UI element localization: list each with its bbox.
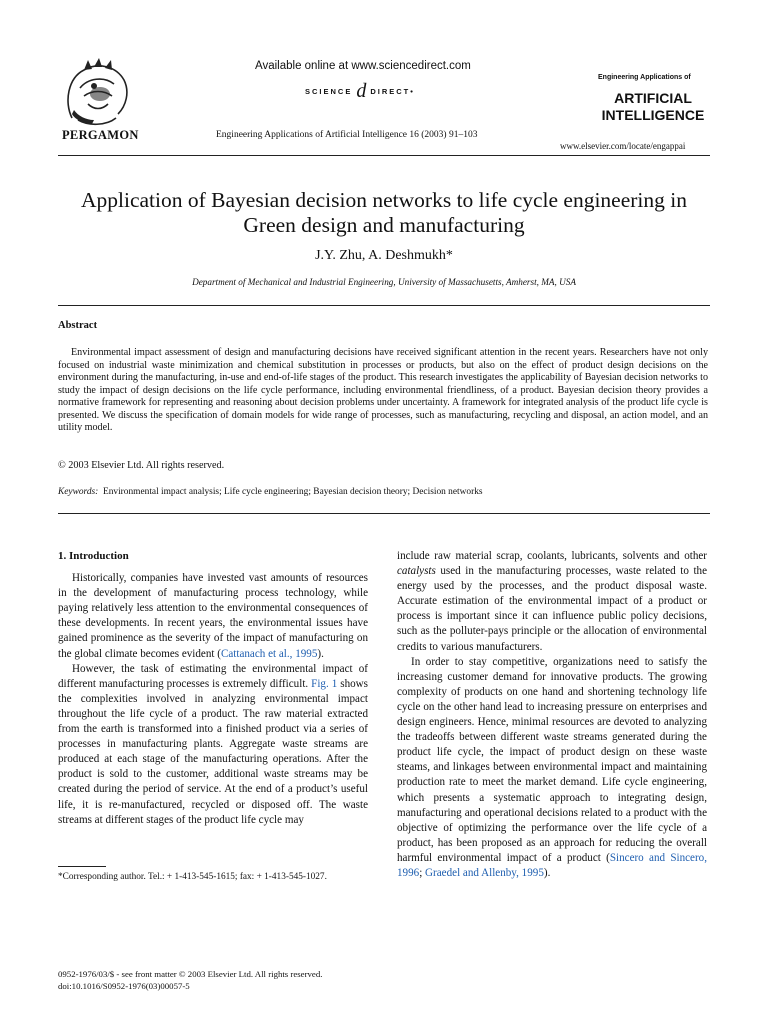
doi[interactable]: doi:10.1016/S0952-1976(03)00057-5 — [58, 981, 190, 991]
footnote-rule — [58, 866, 106, 867]
section-heading: 1. Introduction — [58, 550, 129, 562]
journal-reference: Engineering Applications of Artificial Intelligence 16 (2003) 91–103 — [216, 130, 478, 140]
intro-p1-text: Historically, companies have invested vast amounts of resources in the development of manufacturing process technology, while paying relatively less attention to the environmental consequences of these developments. In recent years, the environmental issues have gained prominence as the severity of the impact of manufacturing on the global climate becomes evident ( — [58, 572, 368, 660]
abstract-body — [58, 347, 708, 435]
intro-p2-text: However, the task of estimating the environmental impact of different manufacturing processes is extremely difficult. — [58, 662, 368, 690]
col2-p1-rest: used in the manufacturing processes, waste related to the energy used by the processes, and the product disposal waste. Accurate estimation of the environmental impact of a product or process is important since it can influence public policy decisions, such as the polluter-pays principle or the allocation of environmental credits to various manufacturers. — [397, 565, 707, 653]
article-title — [40, 188, 728, 238]
right-column — [397, 549, 707, 881]
intro-p1-end: ). — [317, 647, 324, 660]
title-line-2: Green design and manufacturing — [243, 213, 525, 237]
front-matter — [58, 968, 398, 992]
abstract-paragraph: Environmental impact assessment of design and manufacturing decisions have received significant attention in the recent years. Researchers have not only focused on industrial waste minimization and chemical substitution in processes or products, but also on the effect of product design decisions on the environment during the manufacturing, in-use and end-of-life stages of the product. This research investigates the applicability of Bayesian decision networks to study the impact of design decisions on the life cycle performance, including environmental friendliness, of a product. Bayesian decision theory provides a normative framework for representing and reasoning about decision problems under uncertainty. A framework for integrated analysis of the product life cycle is presented. We discuss the specification of domain models for wide range of processes, such as manufacturing, recycling and disposal, an action model, and an utility model. — [58, 347, 708, 433]
sciencedirect-logo — [305, 80, 415, 103]
sciencedirect-right: DIRECT• — [370, 87, 415, 96]
col2-paragraph-2 — [397, 655, 707, 881]
col2-paragraph-1 — [397, 549, 707, 655]
citation-sincero[interactable]: Sincero and Sincero, 1996 — [397, 851, 707, 879]
left-column — [58, 549, 368, 828]
col2-p1-emphasis: catalysts — [397, 565, 436, 578]
keywords — [58, 487, 483, 497]
citation-graedel[interactable]: Graedel and Allenby, 1995 — [425, 866, 544, 879]
footnote: *Corresponding author. Tel.: + 1-413-545-1615; fax: + 1-413-545-1027. — [58, 872, 327, 882]
intro-paragraph-1 — [58, 571, 368, 662]
col2-p2-text: In order to stay competitive, organizations need to satisfy the increasing customer demand for innovative products. The growing complexity of products on one hand and shortening technology life cycle on the other hand lead to increasing pressure on enterprises and design engineers. Hence, minimal resources are devoted to analyzing the tradeoffs between different waste streams generated during the product life cycle, the impact of product design on these waste steams, and linkages between environmental impact and maintaining production rate to meet the market demand. Life cycle engineering, which presents a systematic approach to integrating design, manufacturing and operational decisions related to a product with the objective of optimizing the performance over the life cycle of a product, has been proposed as an approach for reducing the overall harmful environmental impact of a product ( — [397, 655, 707, 864]
available-online-text: Available online at www.sciencedirect.com — [255, 60, 471, 72]
journal-url[interactable]: www.elsevier.com/locate/engappai — [560, 141, 686, 151]
abstract-copyright: © 2003 Elsevier Ltd. All rights reserved. — [58, 460, 225, 471]
col2-p1-text: include raw material scrap, coolants, lubricants, solvents and other — [397, 550, 707, 562]
abstract-heading: Abstract — [58, 320, 98, 331]
journal-title-small: Engineering Applications of — [598, 74, 691, 81]
pergamon-logo — [58, 58, 136, 130]
abstract-divider-top — [58, 305, 710, 306]
intro-p2-rest: shows the complexities involved in analyzing environmental impact throughout the life cycle of a product. The raw material extracted from the earth is transformed into a finished product via a series of processes in manufacturing plants. Aggregate waste streams are produced at each stage of the manufacturing operations. After the product is sold to the customer, additional waste streams may be created during the period of service. At the end of a product’s useful life, it is re-manufactured, recycled or disposed off. The waste streams at different stages of the product life cycle may — [58, 677, 368, 826]
publisher-name: PERGAMON — [62, 128, 139, 142]
front-matter-line: 0952-1976/03/$ - see front matter © 2003 Elsevier Ltd. All rights reserved. — [58, 969, 323, 979]
journal-title-line2: INTELLIGENCE — [601, 107, 705, 123]
abstract-divider-bottom — [58, 513, 710, 514]
affiliation: Department of Mechanical and Industrial Engineering, University of Massachusetts, Amherst, MA, USA — [192, 277, 576, 287]
intro-paragraph-2 — [58, 662, 368, 828]
title-line-1: Application of Bayesian decision networks to life cycle engineering in — [81, 188, 687, 212]
keywords-list: Environmental impact analysis; Life cycle engineering; Bayesian decision theory; Decision networks — [102, 487, 483, 497]
sciencedirect-at-icon: d — [356, 80, 367, 102]
col2-p2-end: ). — [543, 866, 551, 879]
journal-title — [598, 90, 708, 124]
authors: J.Y. Zhu, A. Deshmukh* — [315, 248, 453, 263]
figure-1-link[interactable]: Fig. 1 — [311, 677, 338, 690]
citation-separator: ; — [419, 866, 426, 879]
journal-title-line1: ARTIFICIAL — [614, 90, 692, 106]
sciencedirect-left: SCIENCE — [305, 87, 353, 96]
citation-cattanach[interactable]: Cattanach et al., 1995 — [220, 647, 318, 660]
header-divider — [58, 155, 710, 156]
keywords-label: Keywords: — [58, 487, 99, 497]
